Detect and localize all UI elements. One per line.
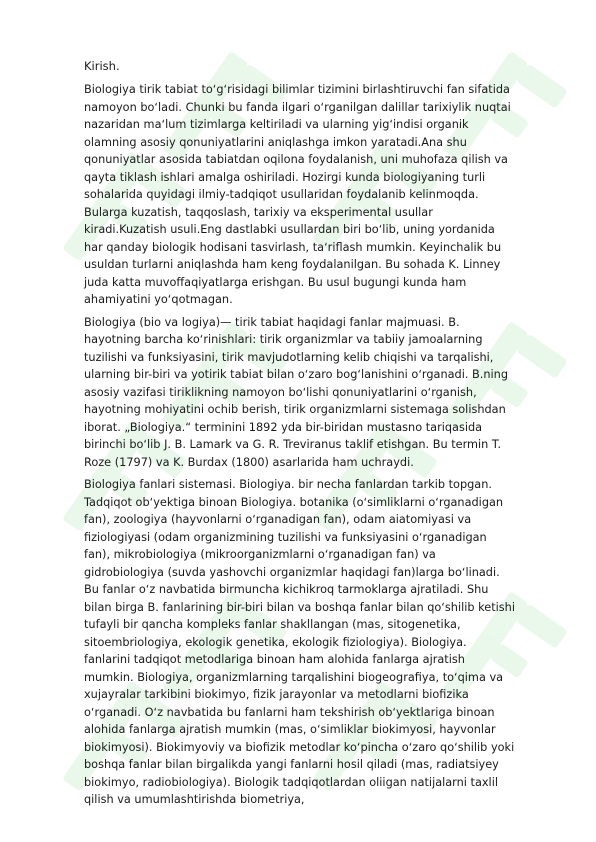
paragraph-system: Biologiya fanlari sistemasi. Biologiya. bir necha fanlardan tarkib topgan. Tadqiqot obʻyektiga binoan Biologiya. botanika (oʻsimliklarni oʻrganadigan fan), zoologiya (hayvonlarni oʻrganadigan fan), odam aiatomiyasi va fiziologiyasi (odam organizmining tuzilishi va funksiyasini oʻrganadigan fan), mikrobiologiya (mikroorganizmlarni oʻrganadigan fan) va gidrobiologiya (suvda yashovchi organizmlar haqidagi fan)larga boʻlinadi. Bu fanlar oʻz navbatida birmuncha kichikroq tarmoklarga ajratiladi. Shu bilan birga B. fanlarining bir-biri bilan va boshqa fanlar bilan qoʻshilib ketishi tufayli bir qancha kompleks fanlar shakllangan (mas, sitogenetika, sitoembriologiya, ekologik genetika, ekologik fiziologiya). Biologiya. fanlarini tadqiqot metodlariga binoan ham alohida fanlarga ajratish mumkin. Biologiya, organizmlarning tarqalishini biogeografiya, toʻqima va xujayralar tarkibini biokimyo, fizik jarayonlar va metodlarni biofizika oʻrganadi. Oʻz navbatida bu fanlarni ham tekshirish obʻyektlariga binoan alohida fanlarga ajratish mumkin (mas, oʻsimliklar biokimyosi, hayvonlar biokimyosi). Biokimyoviy va biofizik metodlar koʻpincha oʻzaro qoʻshilib yoki boshqa fanlar bilan birgalikda yangi fanlarni hosil qiladi (mas, radiatsiyey biokimyo, radiobiologiya). Biologik tadqiqotlardan oliigan natijalarni taxlil qilish va umumlashtirishda biometriya, (84, 478, 515, 806)
section-heading: Kirish. (84, 59, 120, 73)
paragraph-intro: Biologiya tirik tabiat toʻgʻrisidagi bilimlar tizimini birlashtiruvchi fan sifatida namoyon boʻladi. Chunki bu fanda ilgari oʻrganilgan dalillar tarixiylik nuqtai nazaridan maʻlum tizimlarga keltiriladi va ularning yigʻindisi organik olamning asosiy qonuniyatlarini aniqlashga imkon yaratadi.Ana shu qonuniyatlar asosida tabiatdan oqilona foydalanish, uni muhofaza qilish va qayta tiklash ishlari amalga oshiriladi. Hozirgi kunda biologiyaning turli sohalarida quyidagi ilmiy-tadqiqot usullaridan foydalanib kelinmoqda. Bularga kuzatish, taqqoslash, tarixiy va eksperimental usullar kiradi.Kuzatish usuli.Eng dastlabki usullardan biri boʻlib, uning yordanida har qanday biologik hodisani tasvirlash, taʻriflash mumkin. Keyinchalik bu usuldan turlarni aniqlashda ham keng foydalanilgan. Bu sohada K. Linney juda katta muvoffaqiyatlarga erishgan. Bu usul bugungi kunda ham ahamiyatini yoʻqotmagan. (84, 83, 511, 306)
document-body (84, 58, 516, 814)
paragraph-definition: Biologiya (bio va logiya)— tirik tabiat haqidagi fanlar majmuasi. B. hayotning barcha koʻrinishlari: tirik organizmlar va tabiiy jamoalarning tuzilishi va funksiyasini, tirik mavjudotlarning kelib chiqishi va tarqalishi, ularning bir-biri va yotirik tabiat bilan oʻzaro bogʻlanishini oʻrganadi. B.ning asosiy vazifasi tiriklikning namoyon boʻlishi qonuniyatlarini oʻrganish, hayotning mohiyatini ochib berish, tirik organizmlarni sistemaga solishdan iborat. „Biologiya.“ terminini 1892 yda bir-biridan mustasno tariqasida birinchi boʻlib J. B. Lamark va G. R. Treviranus taklif etishgan. Bu termin T. Roze (1797) va K. Burdax (1800) asarlarida ham uchraydi. (84, 315, 509, 469)
